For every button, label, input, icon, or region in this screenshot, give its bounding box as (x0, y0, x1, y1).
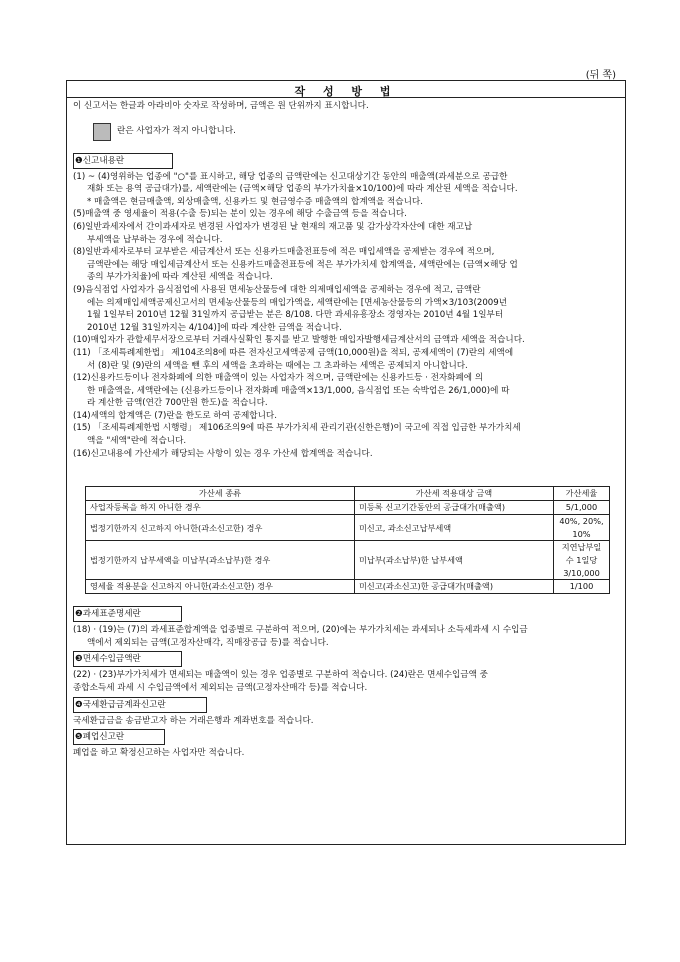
table-cell: 40%, 20%, 10% (554, 515, 610, 541)
gray-note-text: 란은 사업자가 적지 아니합니다. (117, 126, 236, 137)
table-header: 가산세 종류 (86, 487, 355, 501)
item-15-cont: 액을 "세액"란에 적습니다. (87, 436, 187, 447)
table-cell: 법정기한까지 신고하지 아니한(과소신고한) 경우 (86, 515, 355, 541)
table-row (86, 541, 610, 580)
section-number: ❹ (75, 699, 83, 710)
item-5: (5)매출액 중 영세율이 적용(수출 등)되는 분이 있는 경우에 해당 수출금액 등을 적습니다. (73, 209, 407, 220)
section-label: 국세환급금계좌신고란 (82, 699, 166, 710)
table-row (86, 501, 610, 515)
section-label: 과세표준명세란 (82, 609, 141, 620)
exempt-income-text: (22) · (23)부가가치세가 면세되는 매출액이 있는 경우 업종별로 구분하여 적습니다. (24)란은 면세수입금액 중 (73, 670, 488, 681)
section-header-exempt-income (73, 651, 182, 667)
table-cell: 사업자등록을 하지 아니한 경우 (86, 501, 355, 515)
item-8: (8)일반과세자로부터 교부받은 세금계산서 또는 신용카드매출전표등에 적은 매입세액을 공제받는 경우에 적으며, (73, 247, 495, 258)
item-6: (6)일반과세자에서 간이과세자로 변경된 사업자가 변경된 날 현재의 재고품 및 감가상각자산에 대한 재고납 (73, 221, 473, 232)
penalty-table (85, 486, 610, 594)
instructions-body (73, 100, 621, 760)
gray-field-note (93, 123, 621, 141)
item-6-cont: 부세액을 납부하는 경우에 적습니다. (87, 234, 223, 245)
section-header-refund-account (73, 697, 207, 713)
item-9-cont2: 1월 1일부터 2010년 12월 31일까지 공급받는 분은 8/108. 다만 과세유흥장소 경영자는 2010년 4월 1일부터 (87, 310, 504, 321)
item-1-4-cont: 재화 또는 용역 공급대가)를, 세액란에는 (금액×해당 업종의 부가가치율×10/100)에 따라 계산된 세액을 적습니다. (87, 184, 518, 195)
item-12: (12)신용카드등이나 전자화폐에 의한 매출액이 있는 사업자가 적으며, 금액란에는 신용카드등 · 전자화폐에 의 (73, 373, 484, 384)
item-16: (16)신고내용에 가산세가 해당되는 사항이 있는 경우 가산세 합계액을 적습니다. (73, 448, 373, 459)
title-divider (67, 97, 625, 98)
page-side-label: (뒤 쪽) (585, 70, 616, 81)
table-cell: 법정기한까지 납부세액을 미납부(과소납부)한 경우 (86, 541, 355, 580)
item-12-cont: 한 매출액을, 세액란에는 (신용카드등이나 전자화폐 매출액×13/1,000, 음식점업 또는 숙박업은 26/1,000)에 따 (87, 385, 510, 396)
item-9: (9)음식점업 사업자가 음식점업에 사용된 면세농산물등에 대한 의제매입세액을 공제하는 경우에 적고, 금액란 (73, 284, 481, 295)
item-15: (15) 「조세특례제한법 시행령」 제106조의9에 따른 부가가치세 관리기관(신한은행)이 국고에 직접 입금한 부가가치세 (73, 423, 521, 434)
section-number: ❶ (75, 155, 83, 166)
refund-account-text: 국세환급금을 송금받고자 하는 거래은행과 계좌번호를 적습니다. (73, 715, 314, 726)
page-title: 작 성 방 법 (294, 85, 398, 98)
section-header-closure (73, 729, 165, 745)
item-10: (10)매입자가 관할세무서장으로부터 거래사실확인 통지를 받고 발행한 매입자발행세금계산서의 금액과 세액을 적습니다. (73, 335, 525, 346)
table-header-row (86, 487, 610, 501)
table-cell: 5/1,000 (554, 501, 610, 515)
section-number: ❸ (75, 654, 83, 665)
exempt-income-text-cont: 종합소득세 과세 시 수입금액에서 제외되는 금액(고정자산매각 등)를 적습니다. (73, 683, 368, 693)
table-row (86, 580, 610, 594)
table-header: 가산세 적용대상 금액 (355, 487, 554, 501)
item-1-4: (1) ~ (4)영위하는 업종에 "○"를 표시하고, 해당 업종의 금액란에는 신고대상기간 동안의 매출액(과세분으로 공급한 (73, 171, 508, 182)
item-12-cont2: 라 계산한 금액(연간 700만원 한도)을 적습니다. (87, 398, 268, 409)
section-number: ❺ (75, 732, 83, 743)
item-11: (11) 「조세특례제한법」 제104조의8에 따른 전자신고세액공제 금액(10,000원)을 적되, 공제세액이 (7)란의 세액에 (73, 347, 514, 358)
table-cell: 미신고, 과소신고납부세액 (355, 515, 554, 541)
item-11-cont: 서 (8)란 및 (9)란의 세액을 뺀 후의 세액을 초과하는 때에는 그 초과하는 세액은 공제되지 아니합니다. (87, 360, 468, 371)
closure-text: 폐업을 하고 확정신고하는 사업자만 적습니다. (73, 748, 245, 759)
intro-text: 이 신고서는 한글과 아라비아 숫자로 작성하며, 금액은 원 단위까지 표시합니다. (73, 101, 369, 111)
item-1-4-note: * 매출액은 현금매출액, 외상매출액, 신용카드 및 현금영수증 매출액의 합계액을 적습니다. (87, 196, 423, 207)
section-label: 폐업신고란 (82, 732, 125, 743)
tax-base-text-cont: 액에서 제외되는 금액(고정자산매각, 직매장공급 등)를 적습니다. (87, 637, 329, 648)
table-row (86, 515, 610, 541)
table-cell: 미납부(과소납부)한 납부세액 (355, 541, 554, 580)
section-label: 면세수입금액란 (82, 654, 141, 665)
section-number: ❷ (75, 609, 83, 620)
item-9-cont: 에는 의제매입세액공제신고서의 면세농산물등의 매입가액을, 세액란에는 [면세농산물등의 가액×3/103(2009년 (87, 297, 508, 308)
item-14: (14)세액의 합계액은 (7)란을 한도로 하여 공제합니다. (73, 410, 277, 421)
table-cell: 1/100 (554, 580, 610, 594)
table-cell: 영세율 적용분을 신고하지 아니한(과소신고한) 경우 (86, 580, 355, 594)
section-label: 신고내용란 (82, 155, 125, 166)
section-header-report (73, 153, 173, 169)
item-8-cont2: 종의 부가가치율)에 따라 계산된 세액을 적습니다. (87, 272, 273, 283)
table-cell: 지연납부일수 1일당 3/10,000 (554, 541, 610, 580)
instruction-frame (66, 80, 626, 845)
table-header: 가산세율 (554, 487, 610, 501)
item-8-cont: 금액란에는 해당 매입세금계산서 또는 신용카드매출전표등에 적은 부가가치세 합계액을, 세액란에는 (금액×해당 업 (87, 259, 518, 270)
table-cell: 미신고(과소신고)한 공급대가(매출액) (355, 580, 554, 594)
section-header-tax-base (73, 606, 182, 622)
table-cell: 미등록 신고기간동안의 공급대가(매출액) (355, 501, 554, 515)
gray-box-icon (93, 123, 111, 141)
item-9-cont3: 2010년 12월 31일까지는 4/104)]에 따라 계산한 금액을 적습니다. (87, 322, 342, 333)
tax-base-text: (18) · (19)는 (7)의 과세표준합계액을 업종별로 구분하여 적으며, (20)에는 부가가치세는 과세되나 소득세과세 시 수입금 (73, 625, 528, 636)
